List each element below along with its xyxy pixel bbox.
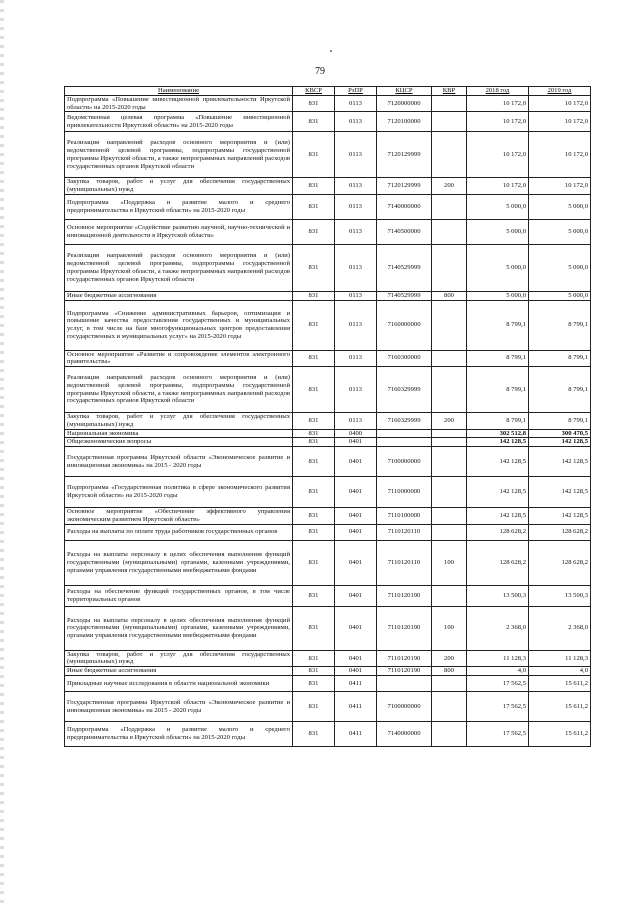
cell-name: Основное мероприятие «Содействие развитию научной, научно-технической и инновационной деятельности в Иркутской области»	[65, 219, 293, 244]
cell-kvsr: 831	[293, 540, 335, 585]
cell-name: Расходы на обеспечение функций государственных органов, в том числе территориальных органов	[65, 585, 293, 606]
cell-name: Расходы на выплаты персоналу в целях обеспечения выполнения функций государственными (муниципальными) органами, казенными учреждениями, органами управления государственными внебюджетными фондами	[65, 540, 293, 585]
table-row	[65, 132, 591, 178]
cell-kcsr: 7110000000	[377, 477, 432, 508]
cell-kvsr: 831	[293, 178, 335, 195]
cell-kvr	[432, 676, 467, 692]
cell-kvsr: 831	[293, 447, 335, 477]
cell-rzpr: 0401	[335, 540, 377, 585]
cell-2018: 8 799,1	[467, 367, 529, 413]
cell-name: Иные бюджетные ассигнования	[65, 291, 293, 300]
cell-2019: 300 470,5	[529, 429, 591, 438]
cell-2019: 5 000,0	[529, 244, 591, 291]
header-kvr: КВР	[432, 87, 467, 96]
scan-edge	[0, 0, 4, 905]
cell-kvsr: 831	[293, 112, 335, 132]
cell-2019: 8 799,1	[529, 413, 591, 430]
cell-kvsr: 831	[293, 524, 335, 540]
cell-2018: 142 128,5	[467, 508, 529, 525]
cell-kvr	[432, 524, 467, 540]
cell-2018: 8 799,1	[467, 350, 529, 367]
table-row	[65, 178, 591, 195]
table-row	[65, 112, 591, 132]
cell-rzpr: 0411	[335, 722, 377, 747]
cell-kvr	[432, 692, 467, 722]
cell-kvsr: 831	[293, 300, 335, 350]
cell-name: Ведомственная целевая программа «Повышение инвестиционной привлекательности Иркутской области» на 2015-2020 годы	[65, 112, 293, 132]
cell-rzpr: 0401	[335, 524, 377, 540]
cell-2019: 15 611,2	[529, 722, 591, 747]
cell-name: Расходы на выплаты по оплате труда работников государственных органов	[65, 524, 293, 540]
cell-kvsr: 831	[293, 194, 335, 219]
table-row	[65, 95, 591, 112]
table-body	[65, 95, 591, 746]
cell-rzpr: 0113	[335, 367, 377, 413]
header-2018: 2018 год	[467, 87, 529, 96]
cell-kvr	[432, 438, 467, 447]
cell-rzpr: 0113	[335, 413, 377, 430]
cell-2019: 4,0	[529, 667, 591, 676]
cell-rzpr: 0401	[335, 438, 377, 447]
cell-name: Государственная программа Иркутской области «Экономическое развитие и инновационная экономика» на 2015 - 2020 годы	[65, 692, 293, 722]
cell-kvsr: 831	[293, 132, 335, 178]
cell-2019: 10 172,0	[529, 178, 591, 195]
cell-2019: 13 500,3	[529, 585, 591, 606]
cell-kvsr: 831	[293, 438, 335, 447]
cell-kcsr: 7120129999	[377, 132, 432, 178]
cell-2018: 4,0	[467, 667, 529, 676]
cell-rzpr: 0401	[335, 477, 377, 508]
cell-2019: 142 128,5	[529, 508, 591, 525]
cell-name: Прикладные научные исследования в области национальной экономики	[65, 676, 293, 692]
cell-2018: 142 128,5	[467, 477, 529, 508]
cell-name: Иные бюджетные ассигнования	[65, 667, 293, 676]
cell-kvsr: 831	[293, 219, 335, 244]
cell-rzpr: 0401	[335, 585, 377, 606]
cell-2018: 5 000,0	[467, 194, 529, 219]
table-row	[65, 667, 591, 676]
cell-name: Подпрограмма «Государственная политика в сфере экономического развития Иркутской области» на 2015-2020 годы	[65, 477, 293, 508]
cell-name: Подпрограмма «Снижение административных барьеров, оптимизация и повышение качества предоставления государственных и муниципальных услуг, в том числе на базе многофункциональных центров предоставления государственных и муниципальных услуг» на 2015-2020 годы	[65, 300, 293, 350]
cell-2019: 128 628,2	[529, 540, 591, 585]
cell-kvr: 200	[432, 178, 467, 195]
cell-name: Закупка товаров, работ и услуг для обеспечения государственных (муниципальных) нужд	[65, 413, 293, 430]
cell-rzpr: 0113	[335, 350, 377, 367]
header-2019: 2019 год	[529, 87, 591, 96]
cell-rzpr: 0113	[335, 112, 377, 132]
cell-kvr	[432, 244, 467, 291]
cell-kcsr: 7110120190	[377, 606, 432, 650]
cell-2018: 10 172,0	[467, 132, 529, 178]
cell-kcsr: 7160329999	[377, 367, 432, 413]
cell-rzpr: 0113	[335, 244, 377, 291]
header-kcsr: КЦСР	[377, 87, 432, 96]
cell-2019: 2 368,0	[529, 606, 591, 650]
cell-kvr: 800	[432, 667, 467, 676]
cell-kvr	[432, 367, 467, 413]
table-row	[65, 722, 591, 747]
budget-table	[64, 86, 591, 747]
table-row	[65, 219, 591, 244]
table-row	[65, 477, 591, 508]
table-row	[65, 508, 591, 525]
cell-kvr	[432, 300, 467, 350]
cell-kcsr: 7120100000	[377, 112, 432, 132]
cell-2019: 8 799,1	[529, 350, 591, 367]
cell-2018: 17 562,5	[467, 676, 529, 692]
cell-kvsr: 831	[293, 367, 335, 413]
cell-kvr	[432, 95, 467, 112]
cell-2018: 17 562,5	[467, 692, 529, 722]
cell-kvr	[432, 722, 467, 747]
cell-2019: 15 611,2	[529, 676, 591, 692]
cell-2019: 142 128,5	[529, 477, 591, 508]
cell-rzpr: 0411	[335, 676, 377, 692]
cell-2019: 10 172,0	[529, 112, 591, 132]
cell-name: Закупка товаров, работ и услуг для обеспечения государственных (муниципальных) нужд	[65, 178, 293, 195]
cell-kvsr: 831	[293, 413, 335, 430]
cell-name: Расходы на выплаты персоналу в целях обеспечения выполнения функций государственными (муниципальными) органами, казенными учреждениями, органами управления государственными внебюджетными фондами	[65, 606, 293, 650]
cell-kcsr: 7160329999	[377, 413, 432, 430]
cell-2019: 8 799,1	[529, 300, 591, 350]
cell-name: Реализация направлений расходов основного мероприятия и (или) ведомственной целевой программы, подпрограммы государственной программы Иркутской области, а также непрограммных направлений расходов государственных органов Иркутской области	[65, 244, 293, 291]
table-row	[65, 676, 591, 692]
cell-kvr	[432, 194, 467, 219]
cell-rzpr: 0113	[335, 178, 377, 195]
cell-2018: 17 562,5	[467, 722, 529, 747]
cell-name: Подпрограмма «Поддержка и развитие малого и среднего предпринимательства в Иркутской области» на 2015-2020 годы	[65, 722, 293, 747]
table-row	[65, 291, 591, 300]
cell-kcsr: 7160300000	[377, 350, 432, 367]
cell-kvr: 200	[432, 650, 467, 667]
cell-kcsr: 7110120190	[377, 585, 432, 606]
cell-name: Общеэкономические вопросы	[65, 438, 293, 447]
cell-kvr	[432, 447, 467, 477]
table-row	[65, 540, 591, 585]
cell-2019: 142 128,5	[529, 438, 591, 447]
cell-rzpr: 0113	[335, 291, 377, 300]
cell-rzpr: 0401	[335, 606, 377, 650]
cell-2018: 5 000,0	[467, 291, 529, 300]
table-row	[65, 413, 591, 430]
cell-rzpr: 0411	[335, 692, 377, 722]
cell-2019: 5 000,0	[529, 291, 591, 300]
table-row	[65, 367, 591, 413]
cell-kvsr: 831	[293, 606, 335, 650]
cell-kvr	[432, 219, 467, 244]
cell-kcsr: 7120129999	[377, 178, 432, 195]
cell-kvr: 100	[432, 540, 467, 585]
table-row	[65, 300, 591, 350]
cell-2019: 11 128,3	[529, 650, 591, 667]
cell-kcsr	[377, 676, 432, 692]
cell-2018: 142 128,5	[467, 438, 529, 447]
cell-kvsr: 831	[293, 291, 335, 300]
cell-kvsr: 831	[293, 650, 335, 667]
table-row	[65, 447, 591, 477]
cell-rzpr: 0113	[335, 300, 377, 350]
cell-kvsr: 831	[293, 692, 335, 722]
cell-name: Национальная экономика	[65, 429, 293, 438]
cell-kcsr	[377, 429, 432, 438]
cell-2018: 2 368,0	[467, 606, 529, 650]
cell-rzpr: 0401	[335, 447, 377, 477]
cell-kvr	[432, 429, 467, 438]
table-row	[65, 350, 591, 367]
cell-2018: 128 628,2	[467, 524, 529, 540]
cell-2019: 5 000,0	[529, 194, 591, 219]
cell-name: Реализация направлений расходов основного мероприятия и (или) ведомственной целевой программы, подпрограммы государственной программы Иркутской области, а также непрограммных направлений расходов государственных органов Иркутской области	[65, 367, 293, 413]
cell-kvsr: 831	[293, 477, 335, 508]
cell-kvr: 800	[432, 291, 467, 300]
cell-kcsr: 7110120190	[377, 650, 432, 667]
cell-kcsr: 7140500000	[377, 219, 432, 244]
cell-2018: 13 500,3	[467, 585, 529, 606]
table-row	[65, 429, 591, 438]
cell-rzpr: 0113	[335, 95, 377, 112]
cell-kvsr: 831	[293, 350, 335, 367]
cell-2018: 11 128,3	[467, 650, 529, 667]
cell-2019: 142 128,5	[529, 447, 591, 477]
header-kvsr: КВСР	[293, 87, 335, 96]
cell-kvr: 200	[432, 413, 467, 430]
table-row	[65, 524, 591, 540]
cell-kvr	[432, 132, 467, 178]
cell-kvr	[432, 477, 467, 508]
cell-name: Закупка товаров, работ и услуг для обеспечения государственных (муниципальных) нужд	[65, 650, 293, 667]
cell-2018: 10 172,0	[467, 112, 529, 132]
cell-kvr	[432, 508, 467, 525]
cell-kcsr: 7140529999	[377, 291, 432, 300]
scan-speck	[330, 50, 332, 52]
cell-2018: 10 172,0	[467, 95, 529, 112]
cell-kvsr: 831	[293, 722, 335, 747]
cell-name: Реализация направлений расходов основного мероприятия и (или) ведомственной целевой программы, подпрограммы государственной программы Иркутской области, а также непрограммных направлений расходов государственных органов Иркутской области	[65, 132, 293, 178]
table-row	[65, 606, 591, 650]
cell-kvsr: 831	[293, 244, 335, 291]
cell-2019: 8 799,1	[529, 367, 591, 413]
cell-kcsr: 7160000000	[377, 300, 432, 350]
cell-kvsr: 831	[293, 429, 335, 438]
cell-kcsr: 7140000000	[377, 194, 432, 219]
cell-rzpr: 0401	[335, 650, 377, 667]
cell-name: Подпрограмма «Поддержка и развитие малого и среднего предпринимательства в Иркутской области» на 2015-2020 годы	[65, 194, 293, 219]
table-row	[65, 650, 591, 667]
cell-rzpr: 0113	[335, 194, 377, 219]
cell-kcsr: 7100000000	[377, 692, 432, 722]
cell-kcsr: 7110120190	[377, 667, 432, 676]
cell-2018: 8 799,1	[467, 413, 529, 430]
cell-kcsr: 7120000000	[377, 95, 432, 112]
cell-kcsr: 7110100000	[377, 508, 432, 525]
cell-kcsr: 7140000000	[377, 722, 432, 747]
cell-kvr	[432, 112, 467, 132]
cell-rzpr: 0400	[335, 429, 377, 438]
header-rzpr: РзПР	[335, 87, 377, 96]
cell-kcsr: 7110120110	[377, 540, 432, 585]
cell-kvsr: 831	[293, 508, 335, 525]
cell-kvsr: 831	[293, 95, 335, 112]
cell-2019: 10 172,0	[529, 95, 591, 112]
cell-2019: 15 611,2	[529, 692, 591, 722]
cell-2018: 5 000,0	[467, 244, 529, 291]
table-header-row	[65, 87, 591, 96]
header-name: Наименование	[65, 87, 293, 96]
table-row	[65, 244, 591, 291]
cell-kvr: 100	[432, 606, 467, 650]
cell-kvsr: 831	[293, 676, 335, 692]
cell-name: Основное мероприятие «Обеспечение эффективного управления экономическим развитием Иркутской области»	[65, 508, 293, 525]
cell-2019: 10 172,0	[529, 132, 591, 178]
cell-name: Государственная программа Иркутской области «Экономическое развитие и инновационная экономика» на 2015 - 2020 годы	[65, 447, 293, 477]
cell-2018: 128 628,2	[467, 540, 529, 585]
cell-kcsr: 7110120110	[377, 524, 432, 540]
cell-2018: 10 172,0	[467, 178, 529, 195]
cell-rzpr: 0401	[335, 508, 377, 525]
cell-kcsr	[377, 438, 432, 447]
cell-name: Основное мероприятие «Развитие и сопровождение элементов электронного правительства»	[65, 350, 293, 367]
cell-kvsr: 831	[293, 667, 335, 676]
cell-kcsr: 7100000000	[377, 447, 432, 477]
cell-name: Подпрограмма «Повышение инвестиционной привлекательности Иркутской области» на 2015-2020 годы	[65, 95, 293, 112]
cell-rzpr: 0401	[335, 667, 377, 676]
page-number: 79	[315, 66, 325, 77]
cell-kvr	[432, 585, 467, 606]
cell-2018: 5 000,0	[467, 219, 529, 244]
cell-kcsr: 7140529999	[377, 244, 432, 291]
cell-2019: 5 000,0	[529, 219, 591, 244]
table-row	[65, 438, 591, 447]
cell-rzpr: 0113	[335, 219, 377, 244]
cell-2019: 128 628,2	[529, 524, 591, 540]
cell-2018: 302 512,8	[467, 429, 529, 438]
table-row	[65, 194, 591, 219]
cell-2018: 142 128,5	[467, 447, 529, 477]
cell-2018: 8 799,1	[467, 300, 529, 350]
table-row	[65, 692, 591, 722]
cell-kvsr: 831	[293, 585, 335, 606]
cell-rzpr: 0113	[335, 132, 377, 178]
cell-kvr	[432, 350, 467, 367]
table-row	[65, 585, 591, 606]
